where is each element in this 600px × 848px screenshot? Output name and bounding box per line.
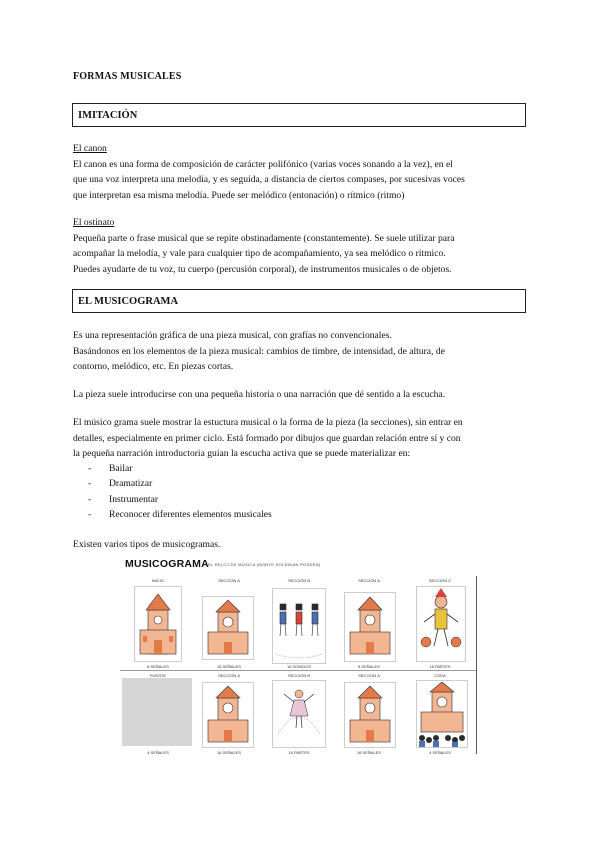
caption: 8 SEÑALES [147,664,169,669]
ostinato-line-3: Puedes ayudarte de tu voz, tu cuerpo (percusión corporal), de instrumentos musicales o de objetos. [73,263,452,275]
list-item: - Instrumentar [88,492,272,507]
clock-tower-crowd-drawing [416,680,468,748]
caption: 4 SEÑALES [429,750,451,755]
p3-line-2: detalles, especialmente en primer ciclo. Está formado por dibujos que guardan relación entre sí y con [73,432,461,444]
ostinato-title: El ostinato [73,217,115,228]
p1-line-3: contorno, melódico, etc. En piezas cortas. [73,361,234,372]
canon-line-3: que interpretan esa misma melodía. Puede ser melódico (entonación) o rítmico (ritmo) [73,189,405,201]
ostinato-line-1: Pequeña parte o frase musical que se repite obstinadamente (constantemente). Se suele utilizar para [73,232,455,244]
musicograma-paragraph-1 [73,328,533,375]
caption: SECCIÓN B [287,673,310,678]
ostinato-block [73,215,533,277]
caption: CODA [434,673,446,678]
p1-line-2: Basándonos en los elementos de la pieza musical: cambios de timbre, de intensidad, de altura, de [73,345,445,357]
header-inicio: INICIO [151,578,165,583]
blank-placeholder [122,678,192,746]
figure-title: MUSICOGRAMA [125,558,209,570]
caption: 4 SEÑALES [147,750,169,755]
caption: 16 SEÑALES [216,664,241,669]
ostinato-line-2: acompañar la melodía, y vale para cualquier tipo de acompañamiento, ya sea melódico o rítmico. [73,248,446,259]
musicograma-paragraph-2: La pieza suele introducirse con una pequeña historia o una narración que dé sentido a la escucha. [73,389,446,400]
header-seccion-b: SECCIÓN B [287,578,310,583]
clock-tower-drawing [134,586,182,662]
canon-title: El canon [73,143,107,154]
caption: 8 SEÑALES [358,664,380,669]
clock-tower-drawing [344,682,396,748]
caption: 16 SONIDOS [286,664,311,669]
caption: 16 SEÑALES [356,750,381,755]
dancer-drawing [272,680,326,748]
header-seccion-a-2: SECCIÓN A [358,578,380,583]
clock-tower-drawing [202,596,254,660]
musicograma-paragraph-3 [73,415,533,462]
caption: 16 PARTES [288,750,310,755]
p3-line-1: El músico grama suele mostrar la estuctura musical o la forma de la pieza (la secciones), sin entrar en [73,417,463,428]
caption: PUENTE [149,673,167,678]
figure-row-divider [120,670,476,671]
section-heading-musicograma: EL MUSICOGRAMA [72,289,526,313]
list-item: - Bailar [88,461,272,476]
soldiers-drawing [272,588,326,664]
caption: 16 PARTES [429,664,451,669]
document-title: FORMAS MUSICALES [73,71,182,82]
canon-line-1: El canon es una forma de composición de carácter polifónico (varias voces sonando a la vez), en el [73,158,453,170]
caption: SECCIÓN A [218,673,240,678]
figure-divider [476,576,477,754]
clown-drawing [416,586,466,662]
figure-subtitle: EL RELOJ DE MÚSICA (MONTE SOLEM/AN POSDEN) [208,562,321,567]
list-item: - Reconocer diferentes elementos musicales [88,507,272,522]
p3-line-3: la pequeña narración introductoria guían la escucha activa que se puede materializar en: [73,448,411,459]
clock-tower-drawing [202,682,254,748]
clock-tower-drawing [344,592,396,662]
caption: SECCIÓN A [358,673,380,678]
list-item: - Dramatizar [88,476,272,491]
musicograma-figure [120,556,480,756]
caption: 16 SEÑALES [216,750,241,755]
musicograma-paragraph-4: Existen varios tipos de musicogramas. [73,539,221,550]
canon-line-2: que una voz interpreta una melodía, y es seguida, a distancia de ciertos compases, por sucesivas voces [73,174,465,185]
header-seccion-a: SECCIÓN A [218,578,240,583]
header-seccion-c: SECCIÓN C [428,578,452,583]
canon-block [73,141,533,203]
section-heading-imitacion: IMITACIÓN [72,103,526,127]
p1-line-1: Es una representación gráfica de una pieza musical, con grafías no convencionales. [73,330,392,341]
activity-list [88,461,272,523]
